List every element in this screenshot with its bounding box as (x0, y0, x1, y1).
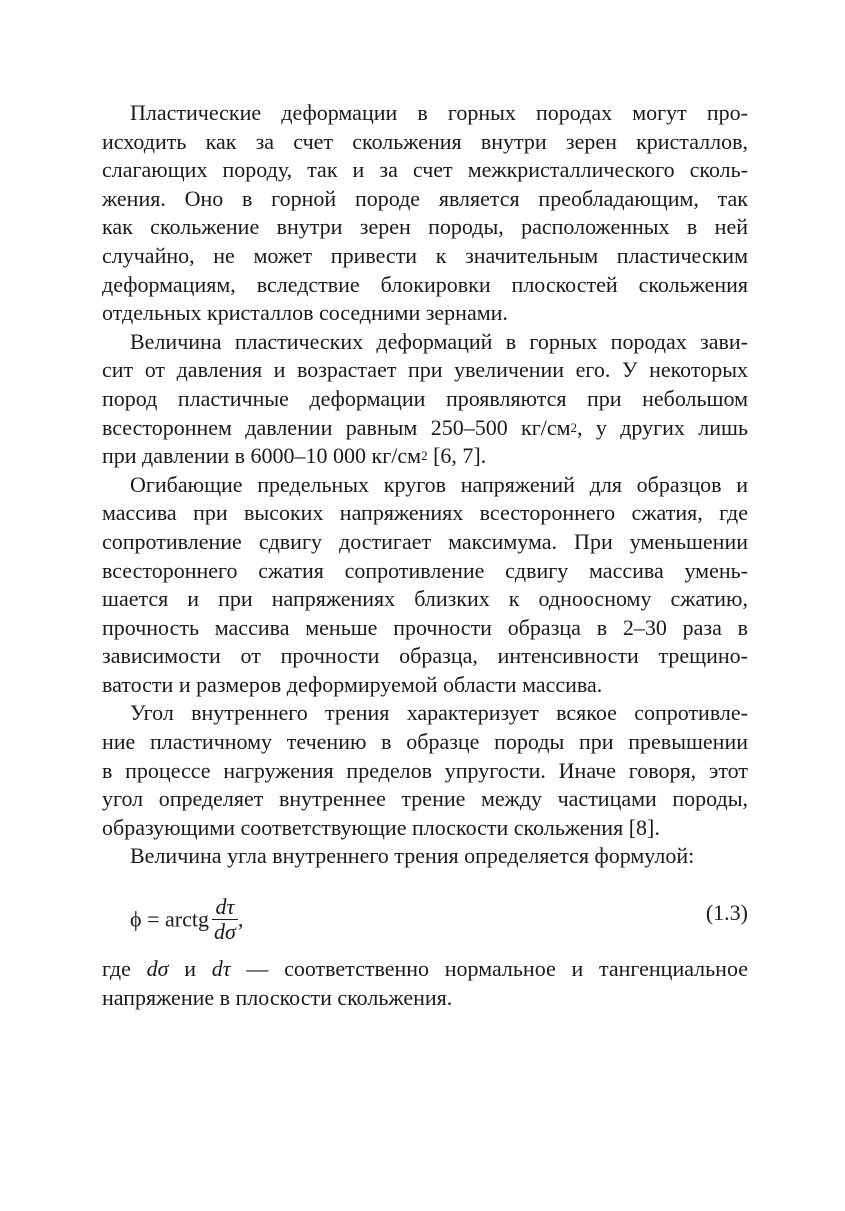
text-fragment: [6, 7]. (427, 443, 487, 469)
equation-number: (1.3) (705, 900, 748, 926)
text-line: Величина угла внутреннего трения определяется формулой: (130, 843, 695, 869)
math-variable: dσ (146, 956, 169, 982)
text-fragment: и (168, 956, 212, 982)
text-line: угол определяет внутреннее трение между частицами породы, (102, 786, 748, 812)
text-line: Величина пластических деформаций в горных породах зави- (130, 328, 748, 354)
superscript: 2 (421, 448, 428, 464)
text-line: всестороннего сжатия сопротивление сдвигу массива умень- (102, 557, 748, 583)
text-line: Огибающие предельных кругов напряжений для образцов и (130, 471, 748, 497)
paragraph-5 (102, 842, 748, 871)
text-line: напряжение в плоскости скольжения. (102, 984, 453, 1010)
paragraph-after-formula (102, 955, 748, 1012)
paragraph-1 (102, 99, 748, 328)
text-line: ватости и размеров деформируемой области массива. (102, 671, 603, 697)
text-fragment: при давлении в 6000–10 000 кг/см (102, 443, 422, 469)
text-fragment: — соответственно нормальное и тангенциальное (230, 956, 748, 982)
text-line: зависимости от прочности образца, интенсивности трещино- (102, 643, 748, 669)
text-line: массива при высоких напряжениях всестороннего сжатия, где (102, 500, 748, 526)
text-line: Угол внутреннего трения характеризует всякое сопротивле- (130, 700, 748, 726)
text-line: в процессе нагружения пределов упругости. Иначе говоря, этот (102, 757, 748, 783)
text-line: шается и при напряжениях близких к одноосному сжатию, (102, 586, 748, 612)
text-line: Пластические деформации в горных породах могут про- (130, 100, 748, 125)
body-text (102, 99, 748, 1012)
text-line: случайно, не может привести к значительным пластическим (102, 242, 748, 268)
math-variable: dτ (211, 956, 231, 982)
text-line (102, 414, 748, 443)
paragraph-2 (102, 328, 748, 471)
text-line: образующими соответствующие плоскости скольжения [8]. (102, 814, 660, 840)
text-line: исходить как за счет скольжения внутри зерен кристаллов, (102, 128, 748, 154)
text-line: ние пластичному течению в образце породы при превышении (102, 729, 748, 755)
text-line (102, 442, 748, 471)
text-line: слагающих породу, так и за счет межкристаллического сколь- (102, 157, 748, 183)
text-line: сит от давления и возрастает при увеличении его. У некоторых (102, 357, 748, 383)
text-line: прочность массива меньше прочности образца в 2–30 раза в (102, 614, 748, 640)
fraction-denominator: dσ (213, 919, 236, 945)
text-line: пород пластичные деформации проявляются при небольшом (102, 385, 748, 411)
text-line: деформациям, вследствие блокировки плоскостей скольжения (102, 271, 748, 297)
text-line (102, 955, 748, 984)
text-fragment: , у других лишь (577, 414, 748, 440)
paragraph-3 (102, 471, 748, 700)
text-line: жения. Оно в горной породе является преобладающим, так (102, 185, 748, 211)
paragraph-4 (102, 699, 748, 842)
text-fragment: всестороннем давлении равным 250–500 кг/см (102, 414, 571, 440)
formula-trail: , (237, 906, 244, 932)
text-line: отдельных кристаллов соседними зернами. (102, 300, 508, 326)
text-line: сопротивление сдвигу достигает максимума. При уменьшении (102, 528, 748, 554)
superscript: 2 (570, 419, 578, 435)
fraction-numerator: dτ (212, 895, 238, 920)
formula-lhs: ϕ = arctg (130, 906, 209, 932)
formula-block (102, 881, 748, 945)
fraction (212, 895, 238, 944)
text-line: как скольжение внутри зерен породы, расположенных в ней (102, 214, 748, 240)
formula (130, 894, 244, 946)
text-fragment: где (102, 956, 147, 982)
